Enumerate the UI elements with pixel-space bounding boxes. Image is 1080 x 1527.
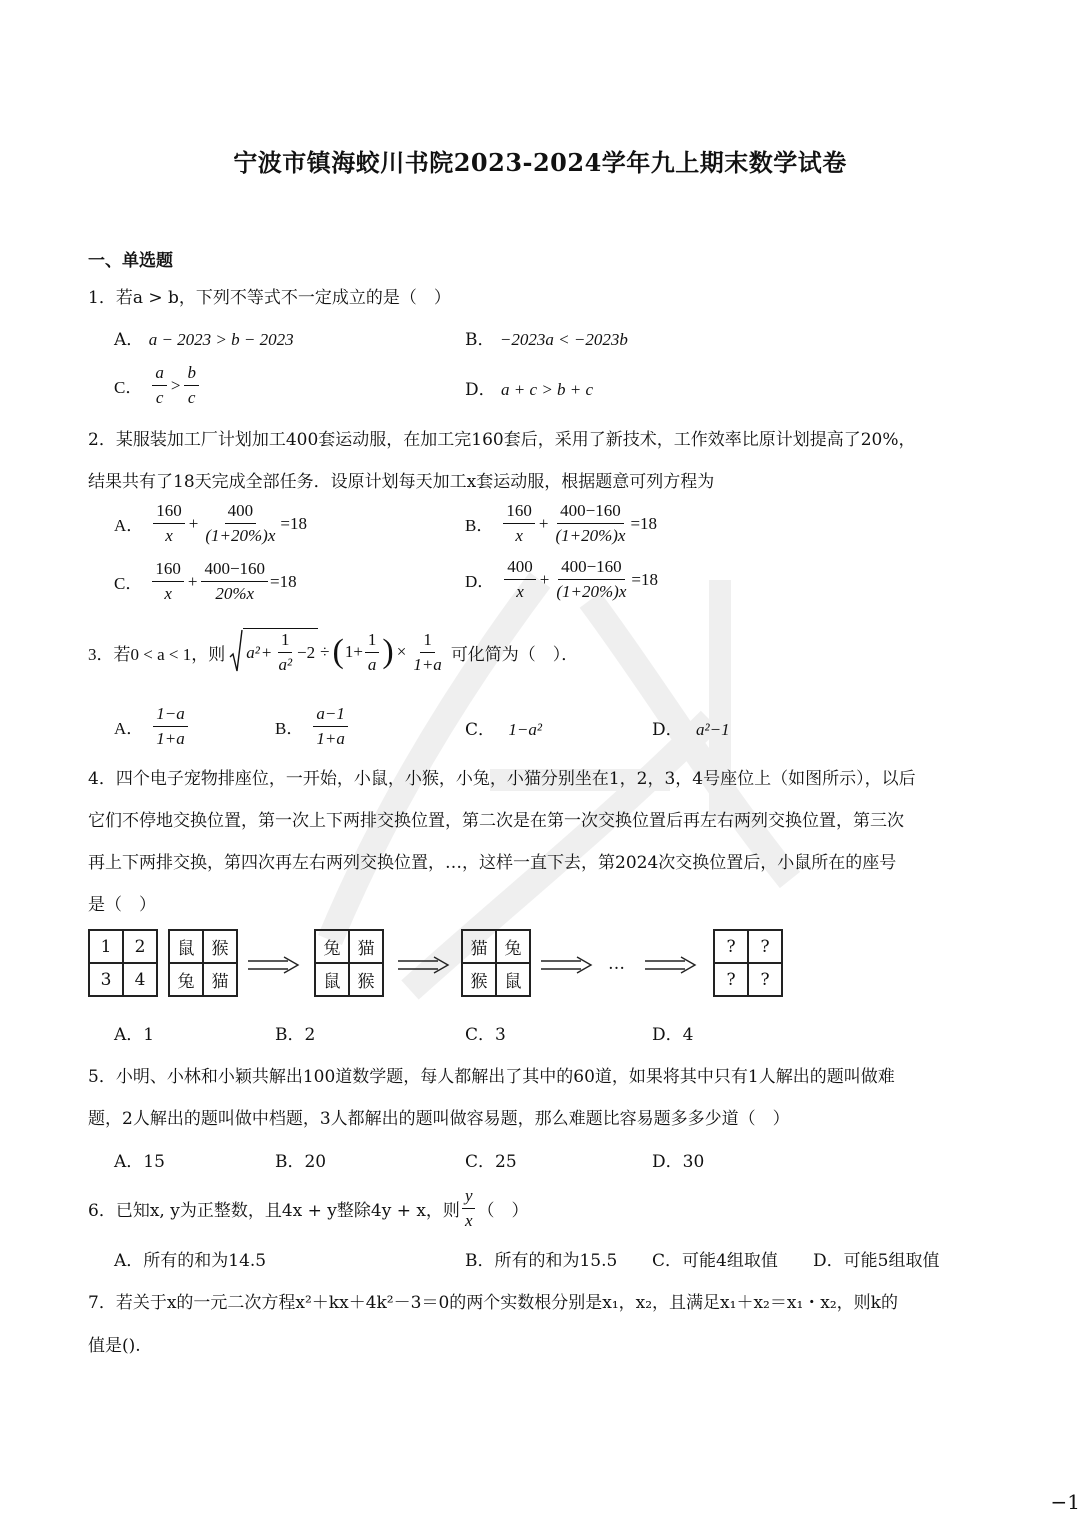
double-arrow-icon [248, 956, 300, 974]
q3-a-d: 1+a [156, 729, 185, 748]
q3-prefix: 3．若0 < a < 1，则 [88, 644, 226, 664]
q2-d-n1: 400 [504, 556, 536, 580]
q2-a-n1: 160 [153, 500, 185, 524]
seat-cell: 兔 [496, 930, 530, 963]
q3-rad-minus: −2 [297, 642, 316, 662]
q3-paren-n: 1 [365, 629, 380, 653]
q2-a-frac1 [153, 500, 185, 547]
q3-last-d: 1+a [413, 654, 442, 674]
q2-b-n2: 400−160 [557, 500, 624, 524]
q1-option-c: C． $\frac{a}{c}$ > $\frac{b}{c}$ [114, 362, 201, 409]
q4-option-d: D．4 [652, 1025, 694, 1045]
seat-cell: 兔 [169, 963, 203, 996]
q2-option-c-label: C． [114, 574, 143, 593]
q3-b-d: 1+a [316, 729, 345, 748]
seat-grid-start [168, 929, 238, 997]
q6-frac-d: x [464, 1211, 473, 1230]
q2-c-d1: x [164, 584, 172, 603]
q3-option-d [652, 715, 730, 740]
q2-c-n2: 400−160 [201, 558, 268, 582]
q2-c-n1: 160 [152, 558, 184, 582]
q3-suffix: 可化简为（ ）． [450, 644, 579, 665]
seat-cell: ? [714, 930, 748, 963]
q3-option-c-text: 1−a² [508, 720, 542, 739]
q3-b-frac [313, 703, 347, 750]
q2-c-frac2 [201, 558, 268, 605]
q3-radical [229, 628, 318, 676]
q3-times: × [396, 642, 407, 661]
double-arrow-icon [645, 956, 697, 974]
q3-last-frac [410, 629, 444, 676]
seat-cell: 2 [123, 930, 157, 963]
q6-prefix: 6．已知x, y为正整数，且4x + y整除4y + x，则 [88, 1201, 460, 1221]
q2-a-n2: 400 [225, 500, 257, 524]
question-5-stem-line1: 5．小明、小林和小颖共解出100道数学题，每人都解出了其中的60道，如果将其中只有1人解出的题叫做难 [88, 1067, 895, 1087]
q3-divide: ÷ [320, 642, 330, 661]
question-4-stem-line1: 4．四个电子宠物排座位，一开始，小鼠，小猴，小兔，小猫分别坐在1，2，3，4号座位上（如图所示），以后 [88, 769, 916, 789]
q6-option-a: A．所有的和为14.5 [114, 1251, 267, 1271]
seat-cell: 猫 [349, 930, 383, 963]
q1-c-den-right: c [187, 388, 196, 407]
question-4-stem-line3: 再上下两排交换，第四次再左右两列交换位置，…，这样一直下去，第2024次交换位置后，小鼠所在的座号 [88, 853, 897, 873]
q3-rad-d: a² [278, 655, 293, 674]
page-title: 宁波市镇海蛟川书院2023-2024学年九上期末数学试卷 [233, 148, 847, 177]
q1-c-fraction-right [184, 362, 199, 409]
question-7-stem-line1: 7．若关于x的一元二次方程x²＋kx＋4k²－3＝0的两个实数根分别是x₁，x₂，且满足x₁＋x₂＝x₁・x₂，则k的 [88, 1293, 898, 1313]
q1-c-num-right: b [184, 362, 199, 386]
question-6-stem [88, 1185, 528, 1232]
q4-option-b: B．2 [275, 1025, 316, 1045]
q1-c-den-left: c [155, 388, 164, 407]
seat-cell: ? [714, 963, 748, 996]
q3-option-b [275, 703, 350, 750]
q6-option-b: B．所有的和为15.5 [465, 1251, 618, 1271]
question-4-stem-line4: 是（ ） [88, 895, 156, 915]
q2-d-rhs: =18 [631, 569, 658, 589]
seat-cell: 鼠 [169, 930, 203, 963]
ellipsis: … [608, 954, 625, 974]
question-2-stem-line2: 结果共有了18天完成全部任务．设原计划每天加工x套运动服，根据题意可列方程为 [88, 472, 715, 492]
q2-option-b-label: B． [465, 516, 494, 535]
q2-option-b: B． $\frac{160}{x}$ + $\frac{400-160}{(1+20\%)x}$ =18 [465, 501, 658, 545]
q2-b-frac2 [552, 500, 628, 547]
q2-a-rhs: =18 [280, 513, 307, 533]
seat-cell: 1 [89, 930, 123, 963]
q3-option-d-label: D． [652, 720, 683, 740]
q3-a-frac [153, 703, 187, 750]
q2-b-d1: x [515, 526, 523, 545]
q3-a-n: 1−a [153, 703, 187, 727]
q6-option-d: D．可能5组取值 [813, 1251, 940, 1271]
question-5-stem-line2: 题，2人解出的题叫做中档题，3人都解出的题叫做容易题，那么难题比容易题多多少道（ ） [88, 1109, 790, 1129]
q2-option-d-label: D． [465, 572, 495, 591]
q1-option-d-text: a + c > b + c [501, 380, 594, 399]
seat-grid-step2 [461, 929, 531, 997]
q3-option-b-label: B． [275, 719, 304, 738]
seat-cell: 鼠 [496, 963, 530, 996]
q2-c-frac1 [152, 558, 184, 605]
q1-option-d-label: D． [465, 380, 496, 400]
q1-option-a [114, 325, 294, 350]
q2-d-n2: 400−160 [558, 556, 625, 580]
q2-b-d2: (1+20%)x [555, 526, 626, 545]
seat-grid-unknown [713, 929, 783, 997]
q3-option-d-text: a²−1 [696, 720, 730, 739]
q2-option-a: A． $\frac{160}{x}$ + $\frac{400}{(1+20\%)x}$ =18 [114, 501, 307, 545]
q2-option-c: C． $\frac{160}{x}$ + $\frac{400-160}{20\%x}$ =18 [114, 559, 297, 603]
q3-option-c-label: C． [465, 720, 496, 740]
q6-frac-n: y [462, 1185, 476, 1209]
seat-cell: 3 [89, 963, 123, 996]
seat-cell: 猫 [462, 930, 496, 963]
q5-option-b: B．20 [275, 1152, 327, 1172]
q1-option-c-label: C． [114, 378, 143, 397]
q4-option-a: A．1 [114, 1025, 155, 1045]
q2-d-frac2 [553, 556, 629, 603]
q3-last-n: 1 [420, 629, 435, 653]
q2-option-d: D． $\frac{400}{x}$ + $\frac{400-160}{(1+20\%)x}$ =18 [465, 557, 658, 601]
q3-rad-plus: + [261, 642, 272, 662]
q2-c-d2: 20%x [215, 584, 255, 603]
seat-cell: 猴 [349, 963, 383, 996]
q2-b-rhs: =18 [630, 513, 658, 533]
q1-option-d [465, 375, 593, 400]
seat-cell: 猴 [203, 930, 237, 963]
q1-option-a-label: A． [114, 330, 144, 350]
q3-option-a [114, 703, 190, 750]
q1-option-b [465, 325, 628, 350]
question-3-stem: 3．若0 < a < 1，则 a² + $\frac{1}{\text{a²}}$ −2 ÷ ( 1+ $\frac{1}{a}$ ) × $\frac{1}{1+a}$ 可化简为（ ）． [88, 629, 579, 674]
q6-suffix: （ ） [477, 1201, 529, 1221]
q2-b-frac1 [503, 500, 535, 547]
seat-cell: 猫 [203, 963, 237, 996]
q3-paren-frac [365, 629, 380, 676]
q2-a-frac2 [202, 500, 278, 547]
q6-fraction [462, 1185, 476, 1232]
page-number: −1 [1050, 1490, 1080, 1514]
seat-cell: ? [748, 963, 782, 996]
seat-cell: 兔 [315, 930, 349, 963]
q1-c-num-left: a [152, 362, 167, 386]
seat-cell: 鼠 [315, 963, 349, 996]
q2-c-rhs: =18 [270, 571, 297, 591]
q3-radicand [243, 628, 318, 676]
question-2-stem-line1: 2．某服装加工厂计划加工400套运动服，在加工完160套后，采用了新技术，工作效率比原计划提高了20%， [88, 430, 916, 450]
q5-option-d: D．30 [652, 1152, 705, 1172]
question-1-stem: 1．若a > b，下列不等式不一定成立的是（ ） [88, 288, 451, 308]
seat-cell: 4 [123, 963, 157, 996]
q2-a-d2: (1+20%)x [205, 526, 276, 545]
seat-grid-numbers [88, 929, 158, 997]
question-4-stem-line2: 它们不停地交换位置，第一次上下两排交换位置，第二次是在第一次交换位置后再左右两列交换位置，第三次 [88, 811, 904, 831]
seat-grid-step1 [314, 929, 384, 997]
q2-d-frac1 [504, 556, 536, 603]
q6-option-c: C．可能4组取值 [652, 1251, 778, 1271]
q1-c-fraction-left [152, 362, 167, 409]
seat-cell: ? [748, 930, 782, 963]
q2-d-d2: (1+20%)x [556, 582, 627, 601]
q3-option-a-label: A． [114, 719, 144, 738]
q3-paren-d: a [367, 654, 377, 674]
q3-paren-one: 1+ [344, 642, 363, 661]
seat-cell: 猴 [462, 963, 496, 996]
section-heading: 一、单选题 [88, 251, 173, 271]
q3-b-n: a−1 [313, 703, 347, 727]
q1-option-b-label: B． [465, 330, 495, 350]
question-7-stem-line2: 值是(). [88, 1336, 141, 1356]
q1-option-a-text: a − 2023 > b − 2023 [148, 330, 294, 349]
q2-option-a-label: A． [114, 516, 144, 535]
radical-sign-icon [229, 629, 243, 675]
q3-rad-a: a² [246, 642, 260, 662]
q3-rad-frac [275, 629, 295, 676]
q4-option-c: C．3 [465, 1025, 506, 1045]
q2-d-d1: x [516, 582, 524, 601]
q3-option-c [465, 715, 542, 740]
q1-option-b-text: −2023a < −2023b [499, 330, 628, 349]
q5-option-a: A．15 [114, 1152, 165, 1172]
q2-a-d1: x [165, 526, 173, 545]
double-arrow-icon [541, 956, 593, 974]
q2-b-n1: 160 [503, 500, 535, 524]
q3-rad-n: 1 [278, 629, 293, 653]
double-arrow-icon [398, 956, 450, 974]
q5-option-c: C．25 [465, 1152, 517, 1172]
